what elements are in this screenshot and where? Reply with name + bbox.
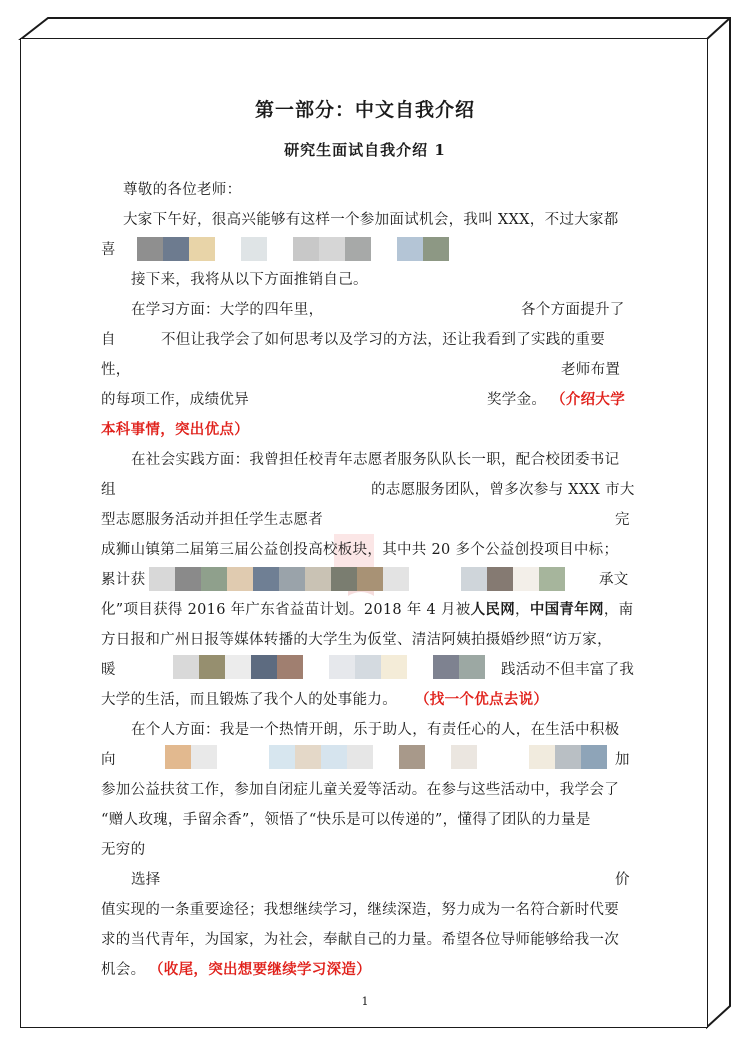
document-subheading: 研究生面试自我介绍 1 [284, 141, 446, 159]
text-line: 践活动不但丰富了我 [501, 662, 635, 678]
redacted-block [121, 655, 485, 679]
text-line: 值实现的一条重要途径；我想继续学习，继续深造，努力成为一名符合新时代要 [101, 902, 619, 918]
document-heading: 第一部分：中文自我介绍 [254, 99, 475, 121]
text-line: 无穷的 [101, 842, 146, 858]
page-number: 1 [361, 995, 369, 1008]
annotation-text: 本科事情，突出优点） [101, 421, 249, 438]
text-line: 接下来，我将从以下方面推销自己。 [131, 272, 368, 288]
text-segment: 中国青年网 [529, 601, 604, 618]
text-line: 完 [615, 512, 630, 528]
text-line: 价 [615, 872, 630, 888]
text-line: 尊敬的各位老师： [123, 182, 242, 198]
text-line: 加 [615, 752, 630, 768]
text-line: 的志愿服务团队，曾多次参与 XXX 市大 [371, 482, 635, 498]
text-line: 性， [101, 362, 131, 378]
text-line: 求的当代青年，为国家，为社会，奉献自己的力量。希望各位导师能够给我一次 [101, 932, 619, 948]
redacted-block [137, 237, 449, 261]
text-line: 承文 [599, 572, 629, 588]
text-line: 方日报和广州日报等媒体转播的大学生为仮堂、清洁阿姨拍摄婚纱照“访万家， [101, 632, 612, 648]
text-line: 老师布置 [561, 362, 621, 378]
text-line: 的每项工作，成绩优异 [101, 392, 249, 408]
text-line: 向 [101, 752, 116, 768]
text-line: 成狮山镇第二届第三届公益创投高校板块，其中共 20 多个公益创投项目中标； [101, 542, 619, 558]
text-line: 喜 [101, 242, 116, 258]
redacted-block [149, 567, 565, 591]
text-line: 自 [101, 332, 116, 348]
redacted-block [165, 745, 607, 769]
text-line: “赠人玫瑰，手留余香”，领悟了“快乐是可以传递的”，懂得了团队的力量是 [101, 812, 591, 828]
text-line: 不但让我学会了如何思考以及学习的方法，还让我看到了实践的重要 [161, 332, 605, 348]
annotation-text: （介绍大学 [551, 391, 625, 408]
text-line [101, 599, 633, 621]
text-line: 暖 [101, 662, 116, 678]
text-line: 组 [101, 482, 116, 498]
annotation-text: （找一个优点去说） [415, 691, 549, 708]
text-segment: 人民网 [470, 601, 515, 618]
text-line: 机会。 [101, 962, 146, 978]
text-line: 在个人方面：我是一个热情开朗，乐于助人，有责任心的人，在生活中积极 [131, 722, 620, 738]
text-segment: ，南 [603, 602, 634, 618]
text-line: 大学的生活，而且锻炼了我个人的处事能力。 [101, 692, 397, 708]
text-line: 各个方面提升了 [521, 302, 625, 318]
text-line: 型志愿服务活动并担任学生志愿者 [101, 512, 323, 528]
text-line: 选择 [131, 872, 161, 888]
text-line: 累计获 [101, 572, 146, 588]
document-page [21, 39, 707, 1027]
text-line: 奖学金。 [487, 392, 547, 408]
text-segment: ， [515, 602, 530, 618]
text-segment: 化”项目获得 2016 年广东省益苗计划。2018 年 4 月被 [101, 602, 471, 618]
text-line: 在学习方面：大学的四年里， [131, 302, 324, 318]
text-line: 在社会实践方面：我曾担任校青年志愿者服务队队长一职，配合校团委书记 [131, 452, 620, 468]
text-line: 参加公益扶贫工作，参加自闭症儿童关爱等活动。在参与这些活动中，我学会了 [101, 782, 619, 798]
text-line: 大家下午好，很高兴能够有这样一个参加面试机会，我叫 XXX，不过大家都 [123, 212, 619, 228]
annotation-text: （收尾，突出想要继续学习深造） [149, 961, 371, 978]
